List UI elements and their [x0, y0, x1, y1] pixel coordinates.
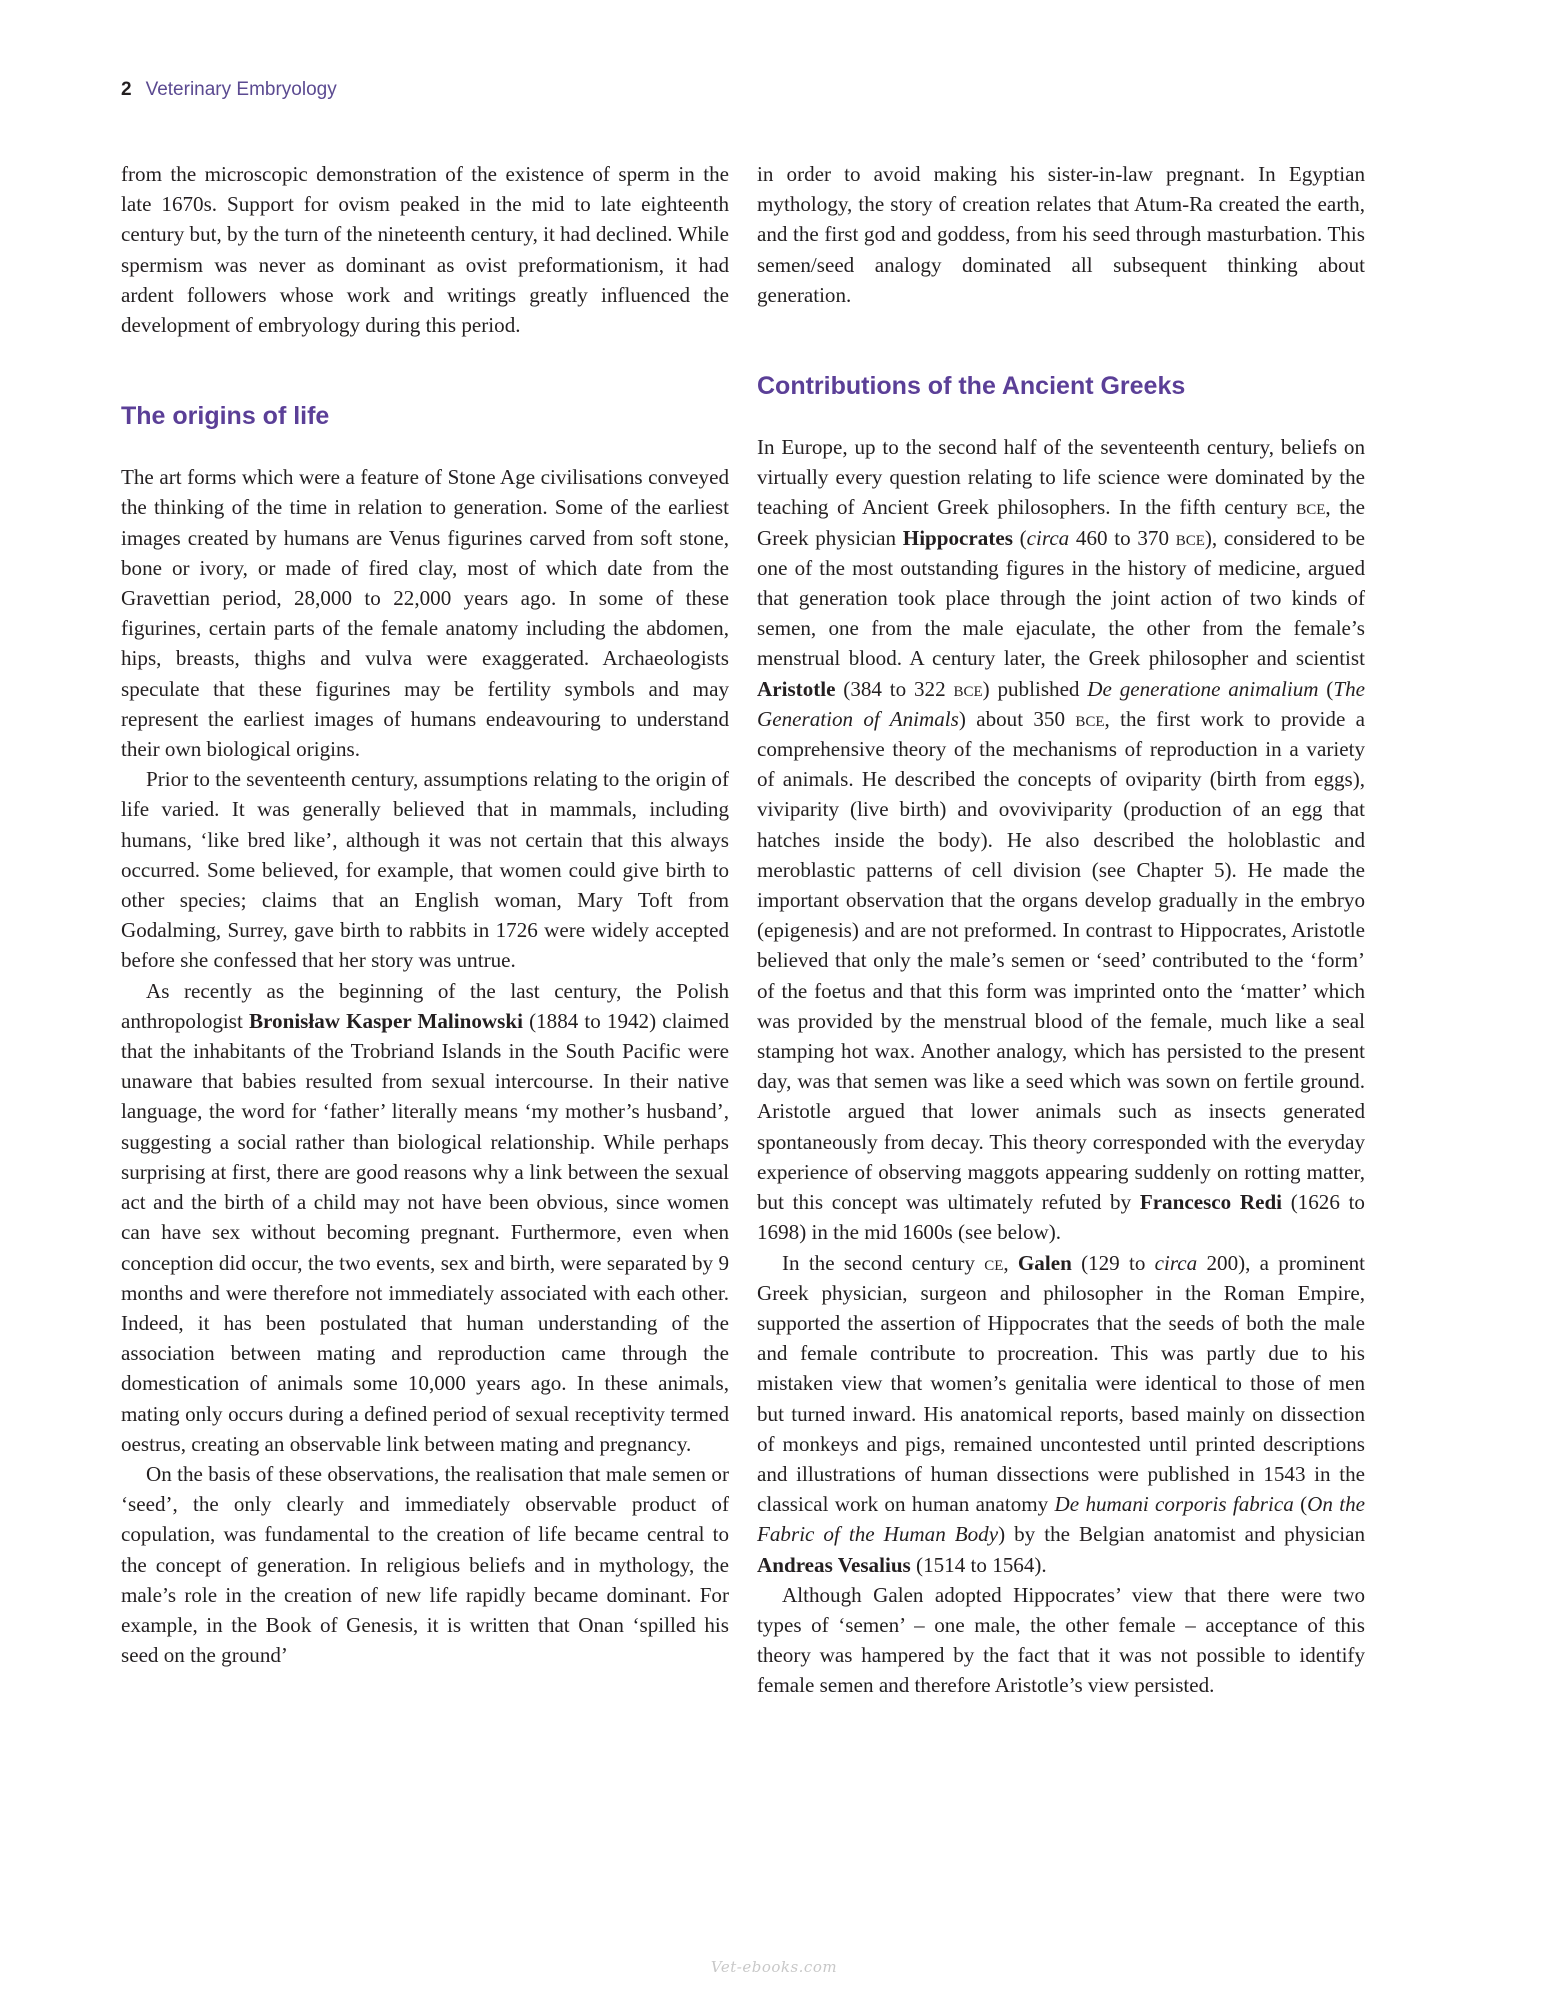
person-name: Galen	[1017, 1250, 1072, 1275]
paragraph: On the basis of these observations, the realisation that male semen or ‘seed’, the only clearly and immediately observable product of copulation, was fundamental to the creation of life became central to the concept of generation. In religious beliefs and in mythology, the male’s role in the creation of new life rapidly became dominant. For example, in the Book of Genesis, it is written that Onan ‘spilled his seed on the ground’	[121, 1461, 729, 1668]
paragraph: As recently as the beginning of the last century, the Polish anthropologist Bronisław Kasper Malinowski (1884 to 1942) claimed that the inhabitants of the Trobriand Islands in the South Pacific were unaware that babies resulted from sexual intercourse. In their native language, the word for ‘father’ literally means ‘my mother’s husband’, suggesting a social rather than biological relationship. While perhaps surprising at first, there are good reasons why a link between the sexual act and the birth of a child may not have been obvious, since women can have sex without becoming pregnant. Furthermore, even when conception did occur, the two events, sex and birth, were separated by 9 months and were therefore not immediately associated with each other. Indeed, it has been postulated that human understanding of the association between mating and reproduction came through the domestication of animals some 10,000 years ago. In these animals, mating only occurs during a defined period of sexual receptivity termed oestrus, creating an observable link between mating and pregnancy.	[121, 978, 729, 1456]
paragraph-continued: from the microscopic demonstration of the existence of sperm in the late 1670s. Support for ovism peaked in the mid to late eighteenth century but, by the turn of the nineteenth century, it had declined. While spermism was never as dominant as ovist preformationism, it had ardent followers whose work and writings greatly influenced the development of embryology during this period.	[121, 162, 730, 338]
work-title: The Generation of Animals	[757, 676, 1365, 731]
paragraph: The art forms which were a feature of Stone Age civilisations conveyed the thinking of the time in relation to generation. Some of the earliest images created by humans are Venus figurines carved from soft stone, bone or ivory, or made of fired clay, most of which date from the Gravettian period, 28,000 to 22,000 years ago. In some of these figurines, certain parts of the female anatomy including the abdomen, hips, breasts, thighs and vulva were exaggerated. Archaeologists speculate that these figurines may be fertility symbols and may represent the earliest images of humans endeavouring to understand their own biological origins.	[121, 465, 729, 762]
paragraph: Prior to the seventeenth century, assumptions relating to the origin of life varied. It was generally believed that in mammals, including humans, ‘like bred like’, although it was not certain that this always occurred. Some believed, for example, that women could give birth to other species; claims that an English woman, Mary Toft from Godalming, Surrey, gave birth to rabbits in 1726 were widely accepted before she confessed that her story was untrue.	[121, 767, 729, 973]
page-number: 2	[121, 79, 132, 100]
work-title: On the Fabric of the Human Body	[757, 1492, 1365, 1547]
work-title: De humani corporis fabrica	[1054, 1492, 1294, 1517]
paragraph: In Europe, up to the second half of the seventeenth century, beliefs on virtually every question relating to life science were dominated by the teaching of Ancient Greek philosophers. In the fifth century bce, the Greek physician Hippocrates (circa 460 to 370 bce), considered to be one of the most outstanding figures in the history of medicine, argued that generation took place through the joint action of two kinds of semen, one from the male ejaculate, the other from the female’s menstrual blood. A century later, the Greek philosopher and scientist Aristotle (384 to 322 bce) published De generatione animalium (The Generation of Animals) about 350 bce, the first work to provide a comprehensive theory of the mechanisms of reproduction in a variety of animals. He described the concepts of oviparity (birth from eggs), viviparity (live birth) and ovoviviparity (production of an egg that hatches inside the body). He also described the holoblastic and meroblastic patterns of cell division (see Chapter 5). He made the important observation that the organs develop gradually in the embryo (epigenesis) and are not preformed. In contrast to Hippocrates, Aristotle believed that only the male’s semen or ‘seed’ contributed to the ‘form’ of the foetus and that this form was imprinted onto the ‘matter’ which was provided by the menstrual blood of the female, much like a seal stamping hot wax. Another analogy, which has persisted to the present day, was that semen was like a seed which was sown on fertile ground. Aristotle argued that lower animals such as insects generated spontaneously from decay. This theory corresponded with the everyday experience of observing maggots appearing suddenly on rotting matter, but this concept was ultimately refuted by Francesco Redi (1626 to 1698) in the mid 1600s (see below).	[757, 435, 1365, 1245]
paragraph: Although Galen adopted Hippocrates’ view that there were two types of ‘semen’ – one male, the other female – acceptance of this theory was hampered by the fact that it was not possible to identify female semen and therefore Aristotle’s view persisted.	[757, 1582, 1365, 1698]
paragraph: In the second century ce, Galen (129 to circa 200), a prominent Greek physician, surgeon and philosopher in the Roman Empire, supported the assertion of Hippocrates that the seeds of both the male and female contribute to procreation. This was partly due to his mistaken view that women’s genitalia were identical to those of men but turned inward. His anatomical reports, based mainly on dissection of monkeys and pigs, remained uncontested until printed descriptions and illustrations of human dissections were published in 1543 in the classical work on human anatomy De humani corporis fabrica (On the Fabric of the Human Body) by the Belgian anatomist and physician Andreas Vesalius (1514 to 1564).	[757, 1250, 1365, 1577]
person-name: Hippocrates	[902, 525, 1013, 550]
left-column	[121, 159, 729, 1670]
right-column	[757, 159, 1365, 1701]
watermark: Vet-ebooks.com	[710, 1958, 838, 1976]
work-title: De generatione animalium	[1087, 676, 1319, 701]
person-name: Bronisław Kasper Malinowski	[248, 1008, 523, 1033]
paragraph-continued: in order to avoid making his sister-in-law pregnant. In Egyptian mythology, the story of creation relates that Atum-Ra created the earth, and the first god and goddess, from his seed through masturbation. This semen/seed analogy dominated all subsequent thinking about generation.	[757, 162, 1365, 307]
person-name: Aristotle	[757, 676, 836, 701]
section-heading-origins-of-life: The origins of life	[121, 402, 330, 431]
person-name: Andreas Vesalius	[757, 1552, 911, 1577]
running-head	[121, 78, 337, 102]
book-title: Veterinary Embryology	[145, 79, 337, 100]
section-heading-ancient-greeks: Contributions of the Ancient Greeks	[757, 372, 1186, 401]
person-name: Francesco Redi	[1139, 1190, 1283, 1215]
